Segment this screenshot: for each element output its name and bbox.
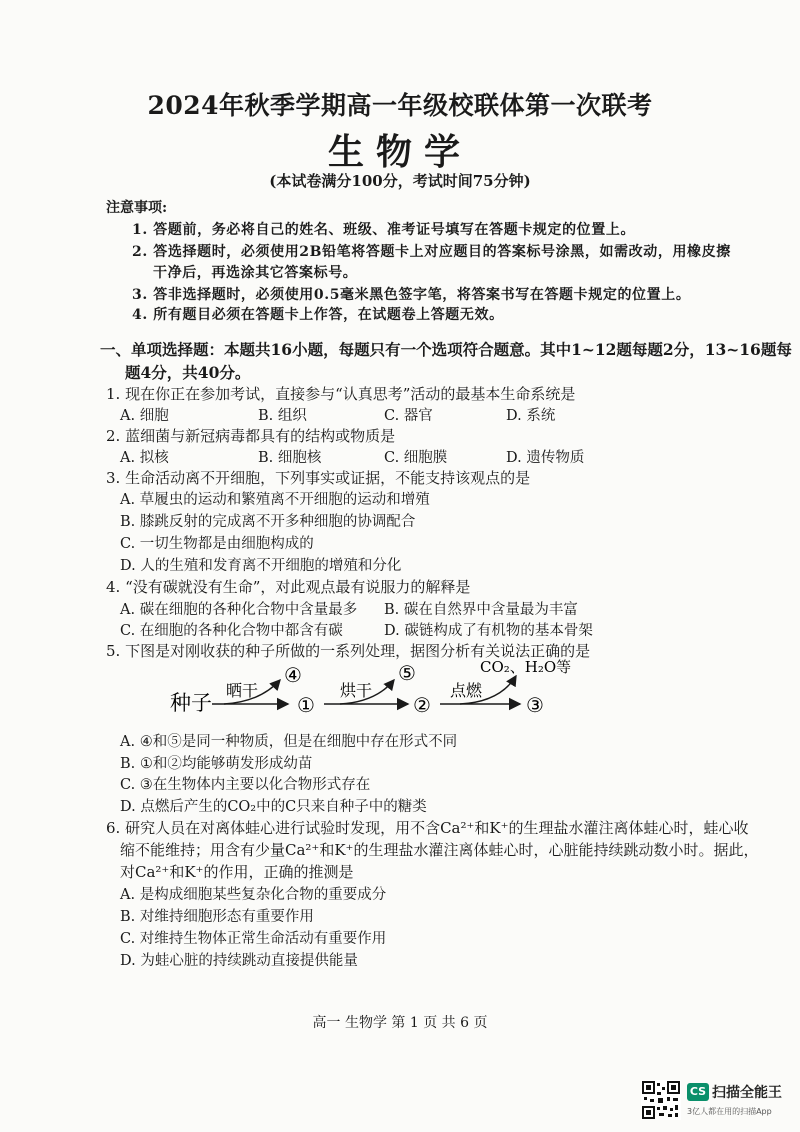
question-3-option-d: D. 人的生殖和发育离不开细胞的增殖和分化 xyxy=(120,558,402,574)
diagram-node-2: ② xyxy=(413,693,431,717)
notice-item: 1. 答题前，务必将自己的姓名、班级、准考证号填写在答题卡规定的位置上。 xyxy=(132,222,636,238)
notice-item: 4. 所有题目必须在答题卡上作答，在试题卷上答题无效。 xyxy=(132,307,504,323)
diagram-svg xyxy=(160,652,600,724)
diagram-seed-label: 种子 xyxy=(170,691,212,715)
exam-meta: (本试卷满分100分，考试时间75分钟) xyxy=(269,172,531,190)
subject-title: 生物学 xyxy=(327,131,472,173)
question-3-option-a: A. 草履虫的运动和繁殖离不开细胞的运动和增殖 xyxy=(120,492,430,508)
question-4-option-b: B. 碳在自然界中含量最为丰富 xyxy=(384,602,578,618)
question-5-stem: 5. 下图是对刚收获的种子所做的一系列处理，据图分析有关说法正确的是 xyxy=(106,642,591,660)
section-heading: 一、单项选择题：本题共16小题，每题只有一个选项符合题意。其中1~12题每题2分，13~16题每 xyxy=(100,340,792,359)
question-5-option-b: B. ①和②均能够萌发形成幼苗 xyxy=(120,756,313,772)
notice-item: 2. 答选择题时，必须使用2B铅笔将答题卡上对应题目的答案标号涂黑，如需改动，用橡皮擦 xyxy=(132,244,731,260)
question-5-option-c: C. ③在生物体内主要以化合物形式存在 xyxy=(120,777,371,793)
question-1-stem: 1. 现在你正在参加考试，直接参与“认真思考”活动的最基本生命系统是 xyxy=(106,385,576,403)
diagram-step-dry: 晒干 xyxy=(226,681,259,700)
notice-item: 3. 答非选择题时，必须使用0.5毫米黑色签字笔，将答案书写在答题卡规定的位置上。 xyxy=(132,287,691,303)
diagram-node-1: ① xyxy=(297,693,315,717)
diagram-node-4: ④ xyxy=(284,663,302,687)
question-6-stem-line3: 对Ca²⁺和K⁺的作用，正确的推测是 xyxy=(120,863,354,881)
notice-heading: 注意事项: xyxy=(106,200,168,216)
diagram-step-bake: 烘干 xyxy=(340,681,373,700)
page-footer: 高一 生物学 第 1 页 共 6 页 xyxy=(312,1015,488,1031)
question-6-option-a: A. 是构成细胞某些复杂化合物的重要成分 xyxy=(120,887,387,903)
question-4-stem: 4. “没有碳就没有生命”，对此观点最有说服力的解释是 xyxy=(106,578,471,596)
question-3-option-b: B. 膝跳反射的完成离不开多种细胞的协调配合 xyxy=(120,514,416,530)
question-4-option-d: D. 碳链构成了有机物的基本骨架 xyxy=(384,623,593,639)
diagram-node-5: ⑤ xyxy=(398,661,416,685)
question-5-option-a: A. ④和⑤是同一种物质，但是在细胞中存在形式不同 xyxy=(120,734,458,750)
exam-title: 2024年秋季学期高一年级校联体第一次联考 xyxy=(147,91,653,120)
question-3-option-c: C. 一切生物都是由细胞构成的 xyxy=(120,536,314,552)
question-6-stem-line1: 6. 研究人员在对离体蛙心进行试验时发现，用不含Ca²⁺和K⁺的生理盐水灌注离体蛙心时，蛙心收 xyxy=(106,819,749,837)
qr-code-graphic xyxy=(641,1080,681,1120)
question-5-option-d: D. 点燃后产生的CO₂中的C只来自种子中的糖类 xyxy=(120,799,427,815)
question-6-option-b: B. 对维持细胞形态有重要作用 xyxy=(120,909,314,925)
question-2-option-c: C. 细胞膜 xyxy=(384,450,448,466)
diagram-node-3: ③ xyxy=(526,693,544,717)
question-1-option-a: A. 细胞 xyxy=(120,408,169,424)
question-6-option-c: C. 对维持生物体正常生命活动有重要作用 xyxy=(120,931,387,947)
question-2-option-b: B. 细胞核 xyxy=(258,450,322,466)
diagram-products: CO₂、H₂O等 xyxy=(480,658,572,676)
question-2-stem: 2. 蓝细菌与新冠病毒都具有的结构或物质是 xyxy=(106,427,396,445)
question-1-option-b: B. 组织 xyxy=(258,408,307,424)
question-4-option-c: C. 在细胞的各种化合物中都含有碳 xyxy=(120,623,343,639)
question-3-stem: 3. 生命活动离不开细胞，下列事实或证据，不能支持该观点的是 xyxy=(106,469,531,487)
question-1-option-c: C. 器官 xyxy=(384,408,433,424)
diagram-step-burn: 点燃 xyxy=(450,681,483,700)
seed-processing-diagram xyxy=(160,652,600,724)
question-6-option-d: D. 为蛙心脏的持续跳动直接提供能量 xyxy=(120,953,358,969)
camscanner-tagline: 3亿人都在用的扫描App xyxy=(687,1107,772,1116)
section-heading-cont: 题4分，共40分。 xyxy=(125,363,251,382)
qr-code-icon xyxy=(641,1080,681,1120)
question-6-stem-line2: 缩不能维持；用含有少量Ca²⁺和K⁺的生理盐水灌注离体蛙心时，心脏能持续跳动数小时。据此， xyxy=(120,841,759,859)
question-2-option-a: A. 拟核 xyxy=(120,450,169,466)
camscanner-app-name: 扫描全能王 xyxy=(712,1085,782,1101)
question-2-option-d: D. 遗传物质 xyxy=(506,450,585,466)
camscanner-logo-icon: CS xyxy=(687,1083,709,1101)
question-1-option-d: D. 系统 xyxy=(506,408,556,424)
question-4-option-a: A. 碳在细胞的各种化合物中含量最多 xyxy=(120,602,358,618)
notice-item: 干净后，再选涂其它答案标号。 xyxy=(153,265,358,281)
